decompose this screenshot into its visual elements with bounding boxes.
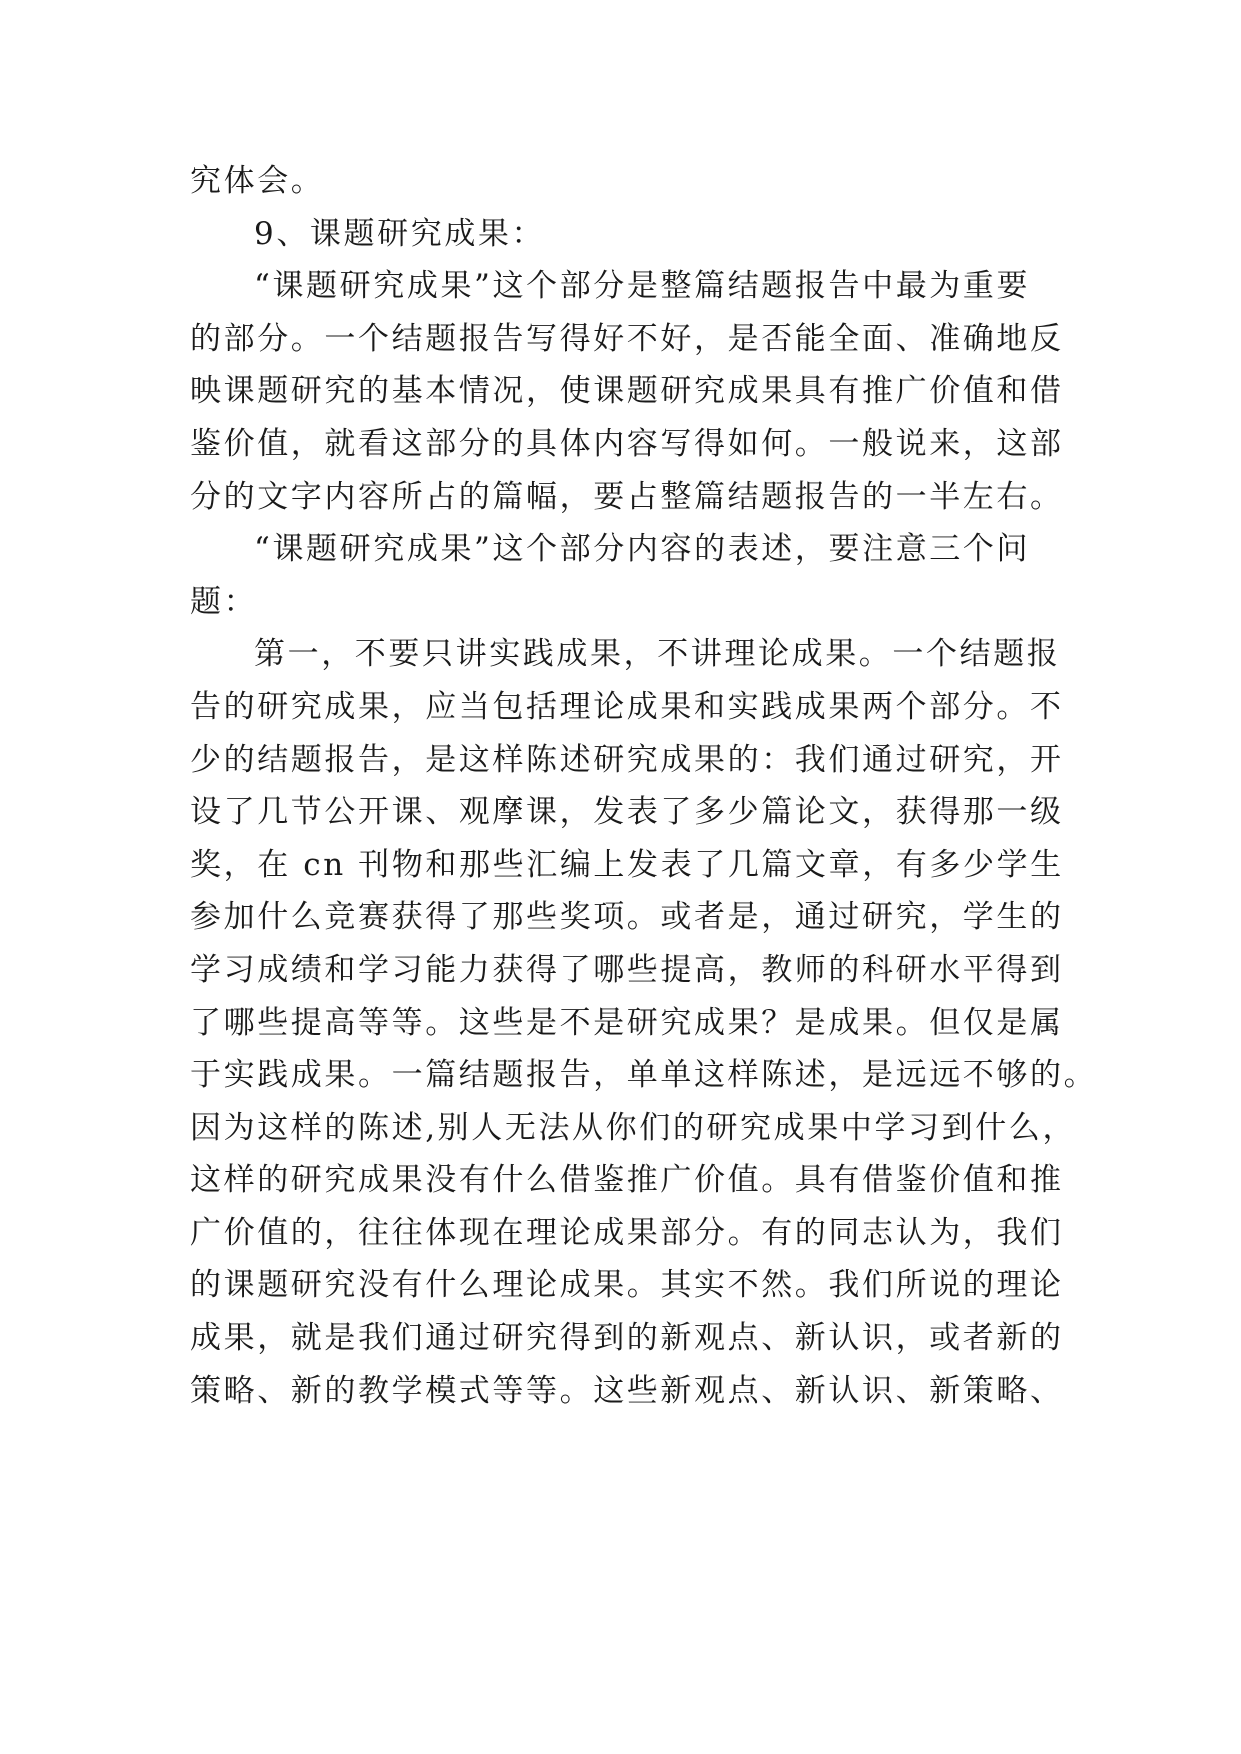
text-line: 映课题研究的基本情况，使课题研究成果具有推广价值和借 <box>190 373 1064 410</box>
text-line: 第一，不要只讲实践成果，不讲理论成果。一个结题报 <box>254 636 1061 673</box>
text-line: 究体会。 <box>190 163 325 199</box>
text-line: 设了几节公开课、观摩课，发表了多少篇论文，获得那一级 <box>190 794 1064 831</box>
text-line: “课题研究成果”这个部分内容的表述，要注意三个问 <box>254 531 1031 568</box>
document-body <box>190 155 1098 1417</box>
text-line: 学习成绩和学习能力获得了哪些提高，教师的科研水平得到 <box>190 951 1064 988</box>
text-line: 成果，就是我们通过研究得到的新观点、新认识，或者新的 <box>190 1320 1064 1357</box>
text-line: 题： <box>190 583 258 620</box>
text-line: 因为这样的陈述,别人无法从你们的研究成果中学习到什么， <box>190 1109 1077 1146</box>
text-line: “课题研究成果”这个部分是整篇结题报告中最为重要 <box>254 268 1031 305</box>
text-line: 这样的研究成果没有什么借鉴推广价值。具有借鉴价值和推 <box>190 1162 1064 1199</box>
text-line: 9、课题研究成果： <box>254 215 546 252</box>
text-line: 少的结题报告，是这样陈述研究成果的：我们通过研究，开 <box>190 741 1064 778</box>
text-line: 分的文字内容所占的篇幅，要占整篇结题报告的一半左右。 <box>190 478 1064 515</box>
text-line: 的课题研究没有什么理论成果。其实不然。我们所说的理论 <box>190 1267 1064 1304</box>
text-line: 参加什么竞赛获得了那些奖项。或者是，通过研究，学生的 <box>190 899 1064 936</box>
text-line: 于实践成果。一篇结题报告，单单这样陈述，是远远不够的。 <box>190 1057 1098 1094</box>
text-line: 广价值的，往往体现在理论成果部分。有的同志认为，我们 <box>190 1214 1064 1251</box>
text-line: 奖，在 cn 刊物和那些汇编上发表了几篇文章，有多少学生 <box>190 846 1064 883</box>
text-line: 鉴价值，就看这部分的具体内容写得如何。一般说来，这部 <box>190 425 1064 462</box>
text-line: 策略、新的教学模式等等。这些新观点、新认识、新策略、 <box>190 1372 1064 1409</box>
text-line: 了哪些提高等等。这些是不是研究成果？是成果。但仅是属 <box>190 1004 1064 1041</box>
text-line: 告的研究成果，应当包括理论成果和实践成果两个部分。不 <box>190 688 1064 725</box>
text-line: 的部分。一个结题报告写得好不好，是否能全面、准确地反 <box>190 320 1064 357</box>
